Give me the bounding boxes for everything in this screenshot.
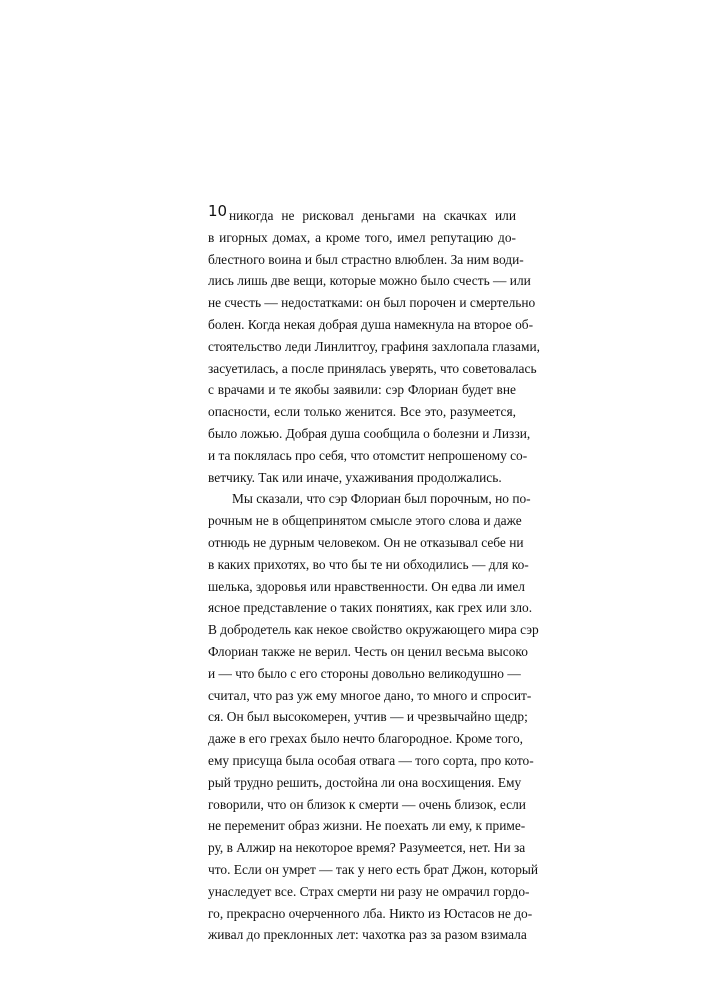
- text-line: го, прекрасно очерченного лба. Никто из Юстасов не до-: [208, 905, 533, 921]
- text-line: с врачами и те якобы заявили: сэр Флориан будет вне: [208, 382, 516, 398]
- text-line: даже в его грехах было нечто благородное. Кроме того,: [208, 731, 524, 747]
- paragraph-1: [208, 205, 540, 488]
- paragraph-2: [208, 488, 539, 946]
- text-line: засуетилась, а после принялась уверять, что советовалась: [208, 360, 537, 376]
- text-line: ему присуща была особая отвага — того сорта, про кото-: [208, 752, 534, 768]
- text-line: ру, в Алжир на некоторое время? Разумеется, нет. Ни за: [208, 840, 526, 856]
- text-line: ясное представление о таких понятиях, как грех или зло.: [208, 600, 533, 616]
- text-line: в каких прихотях, во что бы те ни обходились — для ко-: [208, 556, 529, 572]
- text-line: шелька, здоровья или нравственности. Он едва ли имел: [208, 578, 525, 594]
- text-line: и та поклялась про себя, что отомстит непрошеному со-: [208, 447, 528, 463]
- text-line: ся. Он был высокомерен, учтив — и чрезвычайно щедр;: [208, 709, 528, 725]
- text-line: и — что было с его стороны довольно великодушно —: [208, 665, 521, 681]
- text-line: считал, что раз уж ему многое дано, то много и спросит-: [208, 687, 532, 703]
- text-line: болен. Когда некая добрая душа намекнула на второе об-: [208, 316, 534, 332]
- text-line: ветчику. Так или иначе, ухаживания продолжались.: [208, 469, 502, 485]
- text-line: говорили, что он близок к смерти — очень близок, если: [208, 796, 526, 812]
- text-line: не переменит образ жизни. Не поехать ли ему, к приме-: [208, 818, 526, 834]
- text-line: живал до преклонных лет: чахотка раз за разом взимала: [208, 927, 527, 943]
- text-line: никогда не рисковал деньгами на скачках или: [229, 208, 516, 223]
- text-line: отнюдь не дурным человеком. Он не отказывал себе ни: [208, 534, 524, 550]
- text-line: рый трудно решить, достойна ли она восхищения. Ему: [208, 774, 522, 790]
- text-line: стоятельство леди Линлитгоу, графиня захлопала глазами,: [208, 338, 540, 354]
- text-line: рочным не в общепринятом смысле этого слова и даже: [208, 513, 522, 529]
- body-text: [208, 205, 540, 946]
- page-number: 10: [208, 202, 228, 220]
- text-line: унаследует все. Страх смерти ни разу не омрачил гордо-: [208, 883, 530, 899]
- text-line: Мы сказали, что сэр Флориан был порочным, но по-: [232, 491, 531, 507]
- text-line: не счесть — недостатками: он был порочен и смертельно: [208, 295, 536, 311]
- text-line: блестного воина и был страстно влюблен. За ним води-: [208, 251, 524, 267]
- text-line: Флориан также не верил. Честь он ценил весьма высоко: [208, 643, 528, 659]
- text-line: В добродетель как некое свойство окружающего мира сэр: [208, 622, 539, 638]
- text-line: в игорных домах, а кроме того, имел репутацию до-: [208, 229, 516, 245]
- text-line: опасности, если только женится. Все это, разумеется,: [208, 404, 516, 420]
- text-line: лись лишь две вещи, которые можно было счесть — или: [208, 273, 531, 289]
- text-line: что. Если он умрет — так у него есть брат Джон, который: [208, 861, 539, 877]
- text-line: было ложью. Добрая душа сообщила о болезни и Лиззи,: [208, 425, 531, 441]
